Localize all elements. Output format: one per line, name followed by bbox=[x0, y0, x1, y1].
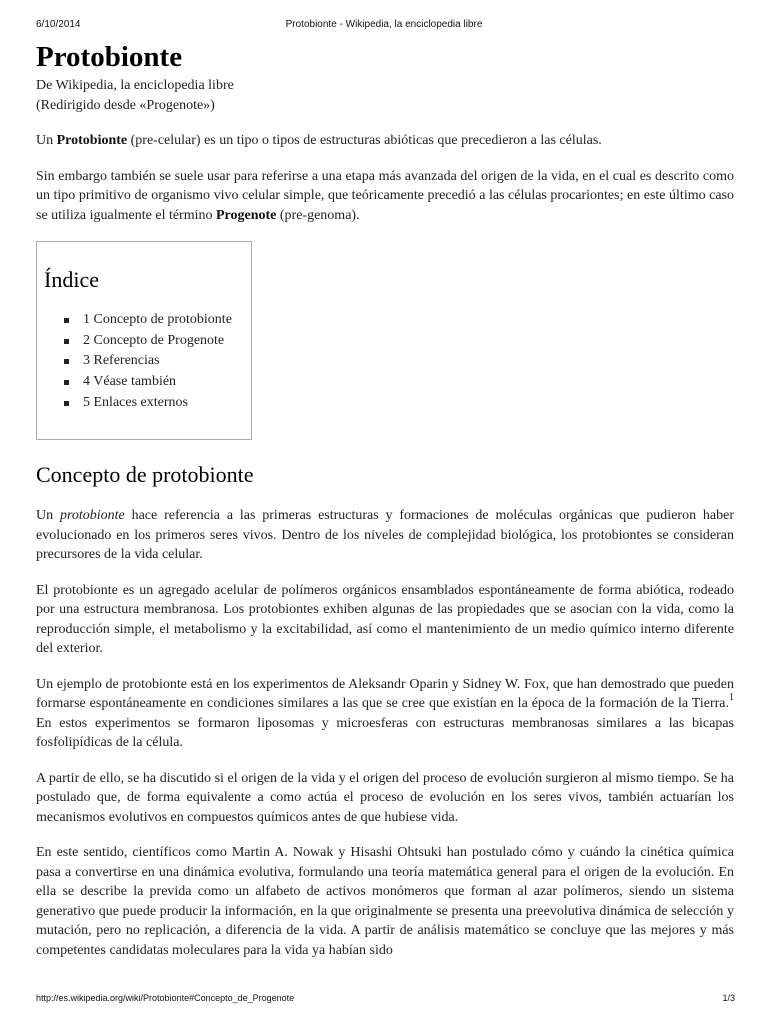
s1p3-pre: Un ejemplo de protobionte está en los experimentos de Aleksandr Oparin y Sidney W. Fox, que han demostrado que pueden formarse espontáneamente en condiciones similares a las que se cree que existían en la época de la formación de la Tierra. bbox=[36, 676, 734, 711]
s1p3-post: En estos experimentos se formaron liposomas y microesferas con estructuras membranosas similares a las bicapas fosfolipídicas de la célula. bbox=[36, 715, 734, 750]
section-heading-protobionte: Concepto de protobionte bbox=[36, 462, 254, 487]
redirect-notice bbox=[36, 96, 734, 116]
reference-link[interactable]: 1 bbox=[729, 692, 734, 703]
print-page-number: 1/3 bbox=[722, 993, 735, 1003]
print-page-title: Protobionte - Wikipedia, la enciclopedia libre bbox=[285, 19, 483, 30]
toc-list bbox=[44, 310, 251, 414]
site-tagline: De Wikipedia, la enciclopedia libre bbox=[36, 78, 234, 93]
page-title: Protobionte bbox=[36, 41, 183, 73]
intro2-pre: Sin embargo también se suele usar para referirse a una etapa más avanzada del origen de la vida, en el cual es descrito como un tipo primitivo de organismo vivo celular simple, que teóricamente precedió a las células procariontes; en este último caso se utiliza igualmente el término bbox=[36, 168, 734, 223]
redirect-text: (Redirigido desde «Progenote») bbox=[36, 98, 215, 113]
intro1-bold-term: Protobionte bbox=[56, 133, 128, 148]
toc-title: Índice bbox=[44, 267, 99, 292]
print-header bbox=[0, 19, 768, 33]
print-date: 6/10/2014 bbox=[36, 19, 81, 30]
intro2-post: (pre-genoma). bbox=[276, 207, 360, 223]
intro-paragraph-2 bbox=[36, 167, 734, 226]
intro1-post: (pre-celular) es un tipo o tipos de estructuras abióticas que precedieron a las células. bbox=[127, 133, 602, 148]
article-content bbox=[36, 40, 734, 960]
intro2-bold-term: Progenote bbox=[216, 207, 277, 223]
toc-item-3[interactable]: 3 Referencias bbox=[64, 351, 251, 372]
table-of-contents bbox=[36, 241, 252, 440]
section1-paragraph-5: En este sentido, científicos como Martin A. Nowak y Hisashi Ohtsuki han postulado cómo y cuándo la cinética química pasa a convertirse en una dinámica evolutiva, formulando una teoría matemática general para el origen de la evolución. En ella se describe la previda como un alfabeto de activos monómeros que forman al azar polímeros, siendo un sistema generativo que puede producir la información, en la que originalmente se presenta una preevolutiva dinámica de selección y mutación, pero no replicación, a diferencia de la vida. A partir de análisis matemático se concluye que las mejores y más competentes candidatas moleculares para la vida ya habían sido bbox=[36, 845, 734, 958]
s1p1-pre: Un bbox=[36, 508, 60, 523]
toc-item-4[interactable]: 4 Véase también bbox=[64, 372, 251, 393]
section1-paragraph-2: El protobionte es un agregado acelular de polímeros orgánicos ensamblados espontáneamente de forma abiótica, rodeado por una estructura membranosa. Los protobiontes exhiben algunas de las propiedades que se asocian con la vida, como la reproducción simple, el metabolismo y la excitabilidad, así como el mantenimiento de un medio químico interno diferente del exterior. bbox=[36, 582, 734, 656]
s1p1-post: hace referencia a las primeras estructuras y formaciones de moléculas orgánicas que pudieron haber evolucionado en los primeros seres vivos. Dentro de los niveles de complejidad biológica, los protobiontes se consideran precursores de la vida celular. bbox=[36, 508, 734, 562]
toc-item-5[interactable]: 5 Enlaces externos bbox=[64, 393, 251, 414]
intro1-pre: Un bbox=[36, 133, 57, 148]
intro-paragraph-1 bbox=[36, 131, 734, 151]
toc-item-2[interactable]: 2 Concepto de Progenote bbox=[64, 331, 251, 352]
s1p1-italic-term: protobionte bbox=[59, 508, 125, 523]
section1-paragraph-4: A partir de ello, se ha discutido si el origen de la vida y el origen del proceso de evolución surgieron al mismo tiempo. Se ha postulado que, de forma equivalente a como actúa el proceso de evolución en los seres vivos, también actuarían los mecanismos evolutivos en compuestos químicos antes de que hubiese vida. bbox=[36, 770, 734, 825]
print-footer bbox=[0, 993, 768, 1007]
print-url: http://es.wikipedia.org/wiki/Protobionte#Concepto_de_Progenote bbox=[36, 993, 295, 1003]
section1-paragraph-1 bbox=[36, 506, 734, 565]
toc-item-1[interactable]: 1 Concepto de protobionte bbox=[64, 310, 251, 331]
section1-paragraph-3 bbox=[36, 675, 734, 753]
